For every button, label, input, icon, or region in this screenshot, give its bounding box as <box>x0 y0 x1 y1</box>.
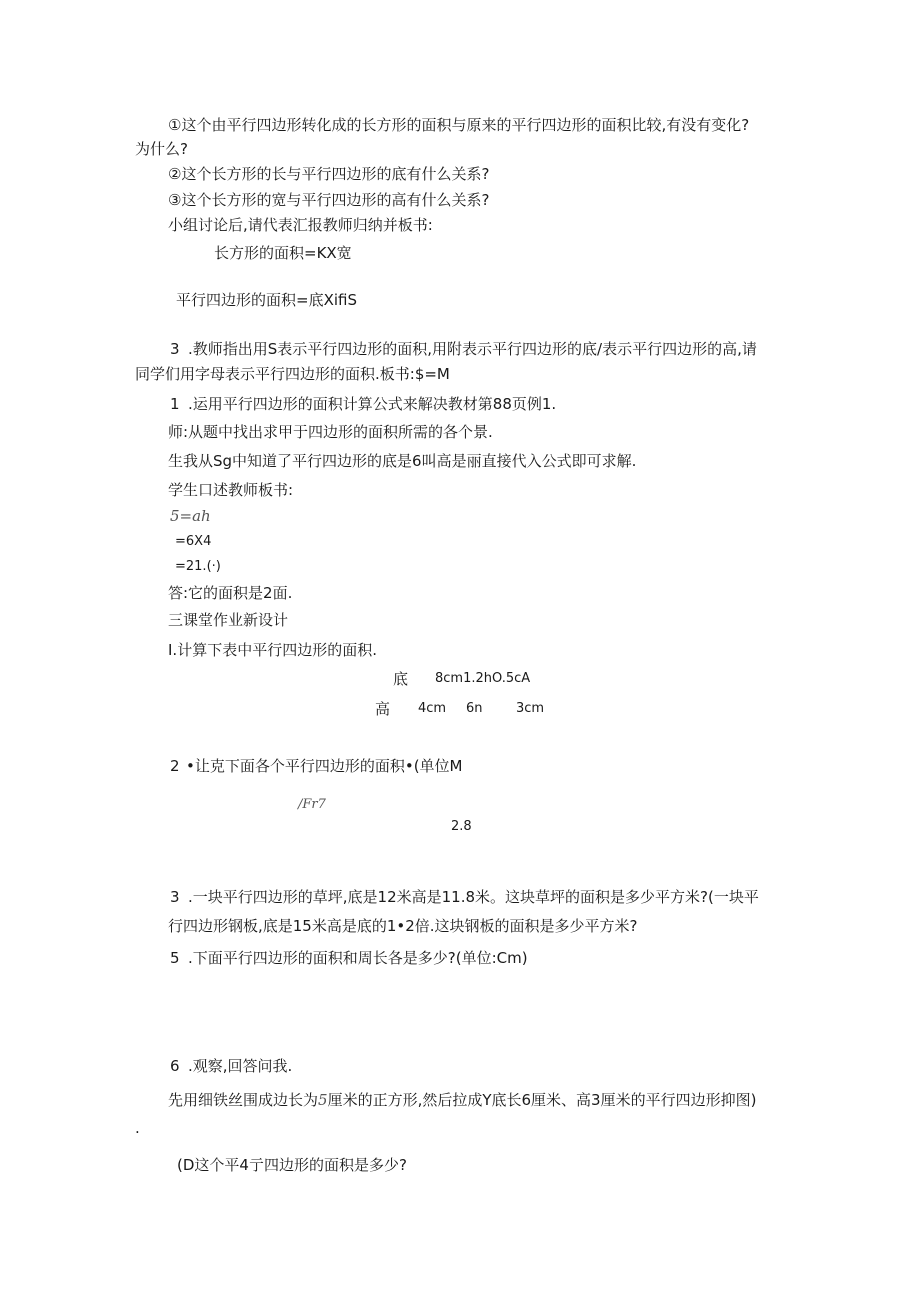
figure-value: 2.8 <box>451 819 472 834</box>
exercise-6-description <box>168 1090 756 1110</box>
exercise-1: I.计算下表中平行四边形的面积. <box>168 641 377 659</box>
exercise-5-number: 5 <box>170 949 180 967</box>
table-cell-height-3: 3cm <box>516 701 545 716</box>
table-row-label-height: 高 <box>375 700 391 718</box>
student-line: 生我从Sg中知道了平行四边形的底是6叫高是丽直接代入公式即可求解. <box>168 452 637 470</box>
exercise-6-number: 6 <box>170 1057 180 1075</box>
step-1-text: .运用平行四边形的面积计算公式来解决教材第88页例1. <box>188 395 557 413</box>
table-cell-height-2: 6n <box>466 701 483 716</box>
exercise-6-text: .观察,回答问我. <box>188 1057 293 1075</box>
question-3: ③这个长方形的宽与平行四边形的高有什么关系? <box>168 191 490 209</box>
table-row-label-base: 底 <box>393 670 409 688</box>
teacher-line: 师:从题中找出求甲于四边形的面积所需的各个景. <box>168 423 493 441</box>
table-row-values-base: 8cm1.2hO.5cA <box>435 671 531 686</box>
step-3-number: 3 <box>170 340 180 358</box>
exercise-3-continued: 行四边形钢板,底是15米高是底的1•2倍.这块钢板的面积是多少平方米? <box>168 917 638 935</box>
step-3-continued: 同学们用字母表示平行四边形的面积.板书:$=M <box>135 365 450 383</box>
section-3-heading: 三课堂作业新设计 <box>168 611 289 629</box>
figure-label: /Fr7 <box>298 797 326 812</box>
rectangle-area-formula: 长方形的面积=KX宽 <box>214 244 352 262</box>
step-1-number: 1 <box>170 395 180 413</box>
group-discussion: 小组讨论后,请代表汇报教师归纳并板书: <box>168 216 433 234</box>
exercise-2-text: •让克下面各个平行四边形的面积•(单位M <box>186 757 463 775</box>
question-1-line-2: 为什么? <box>135 140 188 158</box>
equation-line-1: 5=ah <box>170 507 211 525</box>
exercise-2-number: 2 <box>170 757 180 775</box>
description-part-1: 先用细铁丝围成边长为 <box>168 1091 319 1109</box>
answer-line: 答:它的面积是2面. <box>168 584 293 602</box>
parallelogram-area-formula: 平行四边形的面积=底XifiS <box>176 291 357 309</box>
step-3-text: .教师指出用S表示平行四边形的面积,用附表示平行四边形的底/表示平行四边形的高,请 <box>188 340 757 358</box>
equation-line-3: =21.(·) <box>175 559 221 574</box>
stray-dot: . <box>135 1119 140 1137</box>
side-length-number: 5 <box>318 1091 328 1109</box>
exercise-5-text: .下面平行四边形的面积和周长各是多少?(单位:Cm) <box>188 949 528 967</box>
exercise-3-text: .一块平行四边形的草坪,底是12米高是11.8米。这块草坪的面积是多少平方米?(一块平 <box>188 888 759 906</box>
table-cell-height-1: 4cm <box>418 701 447 716</box>
oral-statement: 学生口述教师板书: <box>168 481 294 499</box>
description-part-2: 厘米的正方形,然后拉成Y底长6厘米、高3厘米的平行四边形抑图) <box>327 1091 757 1109</box>
exercise-3-number: 3 <box>170 888 180 906</box>
sub-question-1: (D这个平4亍四边形的面积是多少? <box>177 1156 407 1174</box>
equation-line-2: =6X4 <box>175 534 212 549</box>
question-2: ②这个长方形的长与平行四边形的底有什么关系? <box>168 165 490 183</box>
question-1-line-1: ①这个由平行四边形转化成的长方形的面积与原来的平行四边形的面积比较,有没有变化? <box>168 116 750 134</box>
